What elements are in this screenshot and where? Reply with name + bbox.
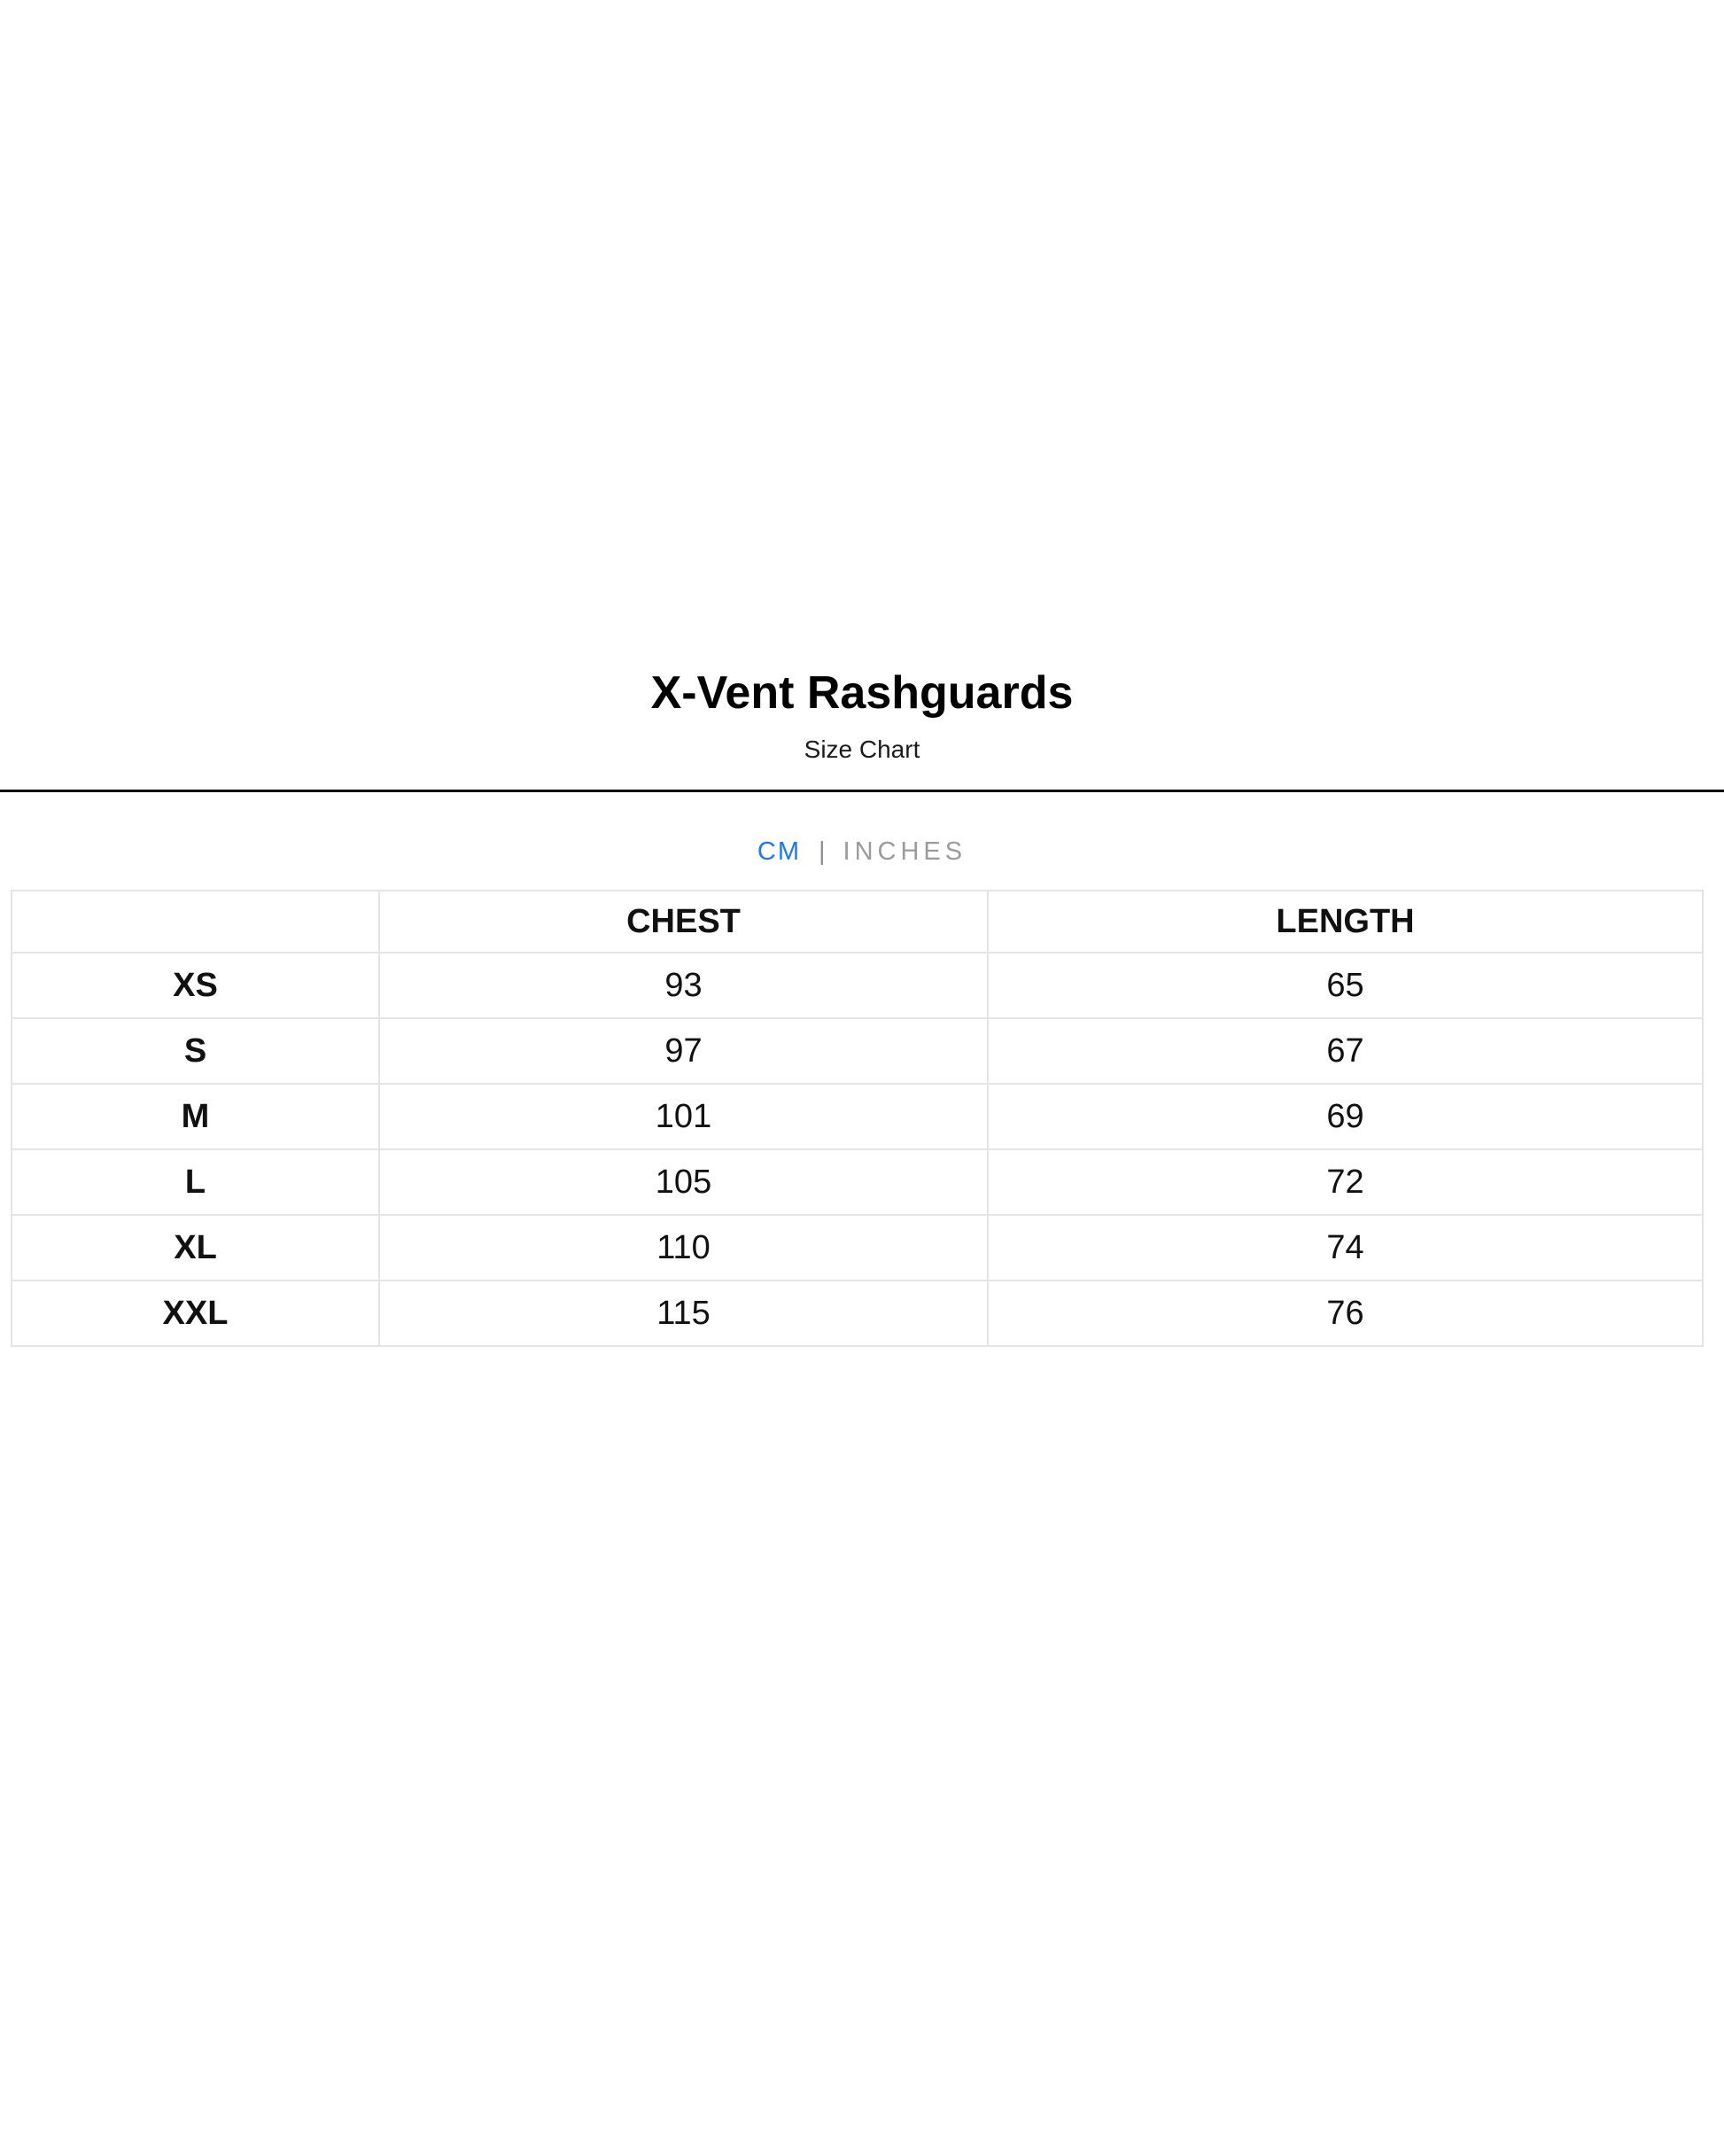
chart-header [0,667,1724,763]
chest-value: 97 [379,1018,988,1084]
length-value: 69 [988,1084,1703,1149]
size-label: M [12,1084,379,1149]
unit-tab-cm[interactable]: CM [757,837,801,866]
length-value: 65 [988,953,1703,1018]
size-label: L [12,1149,379,1215]
size-row-l [12,1149,1703,1215]
unit-toggle [0,838,1724,867]
header-divider [0,790,1724,792]
size-row-xxl [12,1280,1703,1346]
chest-value: 110 [379,1215,988,1280]
length-value: 74 [988,1215,1703,1280]
length-value: 76 [988,1280,1703,1346]
unit-toggle-separator: | [818,837,826,866]
size-table [11,890,1704,1347]
size-row-xl [12,1215,1703,1280]
page-title: X-Vent Rashguards [650,667,1074,719]
column-header-chest: CHEST [379,891,988,953]
size-label: XL [12,1215,379,1280]
size-row-s [12,1018,1703,1084]
size-table-header-row [12,891,1703,953]
column-header-size [12,891,379,953]
column-header-length: LENGTH [988,891,1703,953]
size-label: XXL [12,1280,379,1346]
size-row-xs [12,953,1703,1018]
unit-tab-inches[interactable]: INCHES [843,837,967,866]
chest-value: 93 [379,953,988,1018]
size-row-m [12,1084,1703,1149]
chest-value: 115 [379,1280,988,1346]
chest-value: 101 [379,1084,988,1149]
size-label: XS [12,953,379,1018]
chest-value: 105 [379,1149,988,1215]
size-label: S [12,1018,379,1084]
page-subtitle: Size Chart [804,736,920,763]
length-value: 67 [988,1018,1703,1084]
length-value: 72 [988,1149,1703,1215]
